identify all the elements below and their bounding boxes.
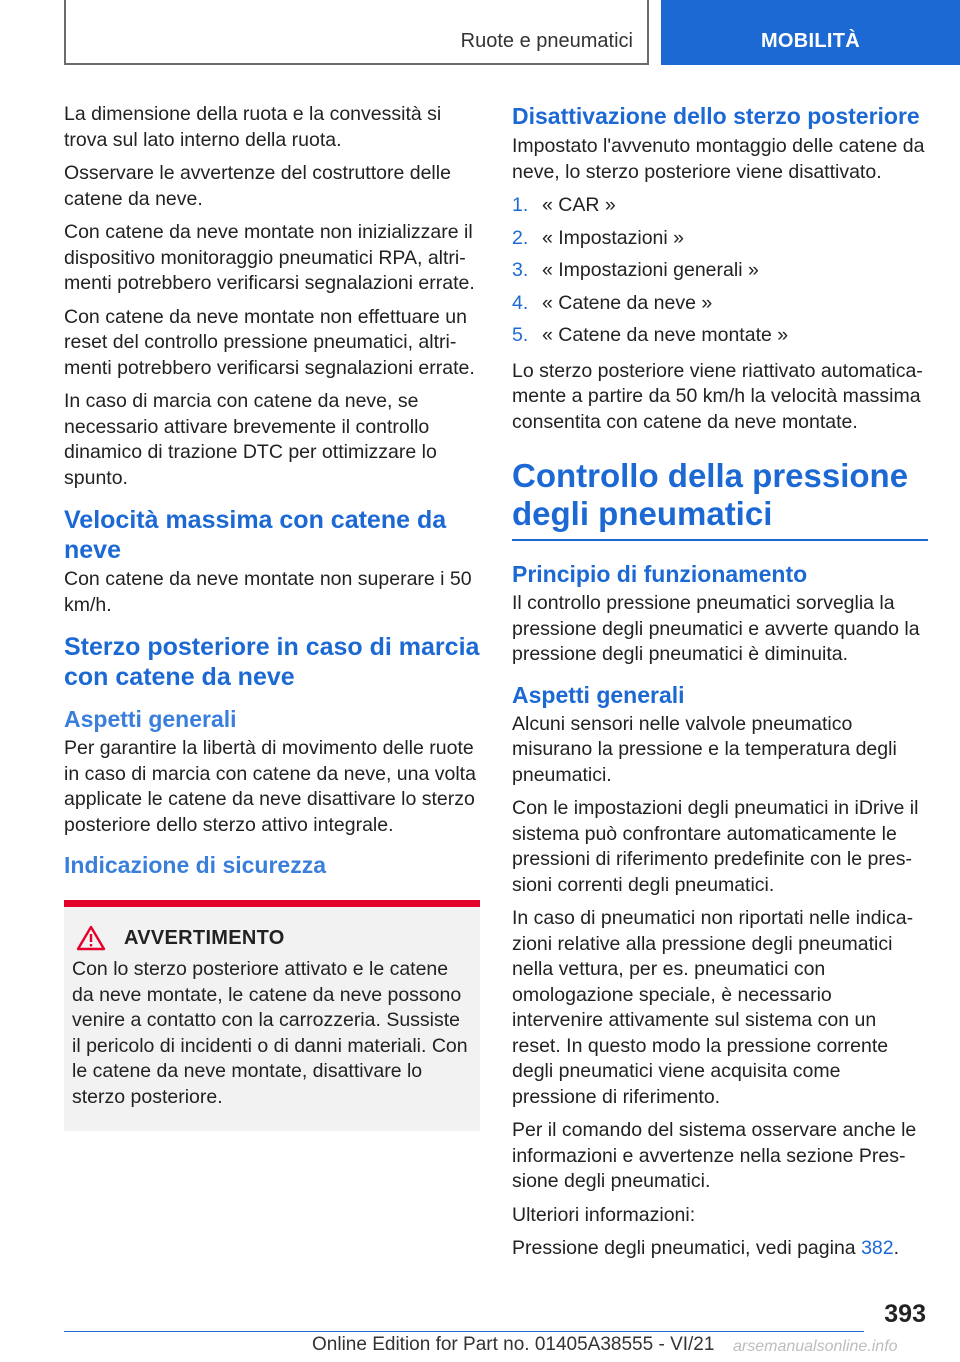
steps-list [512,193,928,349]
paragraph-reset: Con catene da neve montate non effettuare un reset del controllo pressione pneumatici, altrimenti potrebbero verificarsi segnalazioni errate. [64,305,475,379]
reference-text: Pressione degli pneumatici, vedi pagina [512,1237,862,1259]
paragraph-disable: Impostato l'avvenuto montaggio delle catene da neve, lo sterzo posteriore viene disattivato. [512,135,925,183]
paragraph-manufacturer-notes: Osservare le avvertenze del costruttore delle catene da neve. [64,162,451,210]
step-text: « Catene da neve montate » [542,324,789,346]
heading-rear-steering: Sterzo posteriore in caso di marcia con catene da neve [64,633,480,691]
paragraph-operating-principle: Il controllo pressione pneumatici sorveglia la pressione degli pneumatici e avverte quando la pressione degli pneumatici è diminuita. [512,592,920,665]
header-chapter-tab [661,0,960,65]
paragraph-more-info: Ulteriori informazioni: [512,1203,696,1226]
warning-text: Con lo sterzo posteriore attivato e le catene da neve montate, le catene da neve possono venire a contatto con la carrozzeria. Sussiste il pericolo di incidenti o di danni materiali. Con le catene da neve montate, disattivare lo sterzo posteriore. [72,958,468,1108]
heading-max-speed: Velocità massima con catene da neve [64,506,447,564]
paragraph-general-left: Per garantire la libertà di movimento delle ruote in caso di marcia con catene da neve, una volta applicate le catene da neve disattivare lo sterzo posteriore dello sterzo attivo integrale. [64,737,476,836]
step-text: « Impostazioni » [542,226,684,249]
right-column [512,102,928,1270]
header-chapter-title: MOBILITÀ [760,30,861,52]
warning-title-row [72,925,472,951]
step-number: 2. [512,226,529,249]
paragraph-idrive: Con le impostazioni degli pneumatici in iDrive il sistema può confrontare automaticamente le pressioni di riferimento predefinite con le pressioni correnti degli pneumatici. [512,797,919,896]
left-column [64,102,480,1131]
step-item [512,193,928,219]
step-item [512,323,928,349]
paragraph-reference [512,1236,928,1262]
page-number: 393 [884,1300,926,1328]
step-text: « Impostazioni generali » [542,259,759,281]
warning-rule [64,900,480,907]
paragraph-dtc: In caso di marcia con catene da neve, se necessario attivare brevemente il controllo dinamico di trazione DTC per ottimizzare lo spunto. [64,390,437,489]
paragraph-wheel-size: La dimensione della ruota e la convessità si trova sul lato interno della ruota. [64,103,442,151]
paragraph-reactivation: Lo sterzo posteriore viene riattivato automaticamente a partire da 50 km/h la velocità massima consentita con catene da neve montate. [512,359,923,433]
step-number: 3. [512,259,529,281]
step-item [512,226,928,252]
step-item [512,291,928,317]
paragraph-rpa: Con catene da neve montate non inizializzare il dispositivo monitoraggio pneumatici RPA, altrimenti potrebbero verificarsi segnalazioni errate. [64,221,475,294]
footer-rule [64,1331,864,1332]
warning-box [64,907,480,1131]
footer-edition: Online Edition for Part no. 01405A38555 - VI/21 [312,1334,715,1355]
footer-watermark: arsemanualsonline.info [733,1338,898,1355]
heading-disable-rear-steering: Disattivazione dello sterzo posteriore [512,103,920,129]
step-item [512,258,928,284]
heading-tire-pressure-control: Controllo della pressione degli pneumatici [512,457,928,541]
step-number: 5. [512,324,529,346]
header-section-title: Ruote e pneumatici [460,30,633,52]
heading-general-left: Aspetti generali [64,706,237,732]
reference-end: . [893,1237,900,1259]
header-section-tab [64,0,649,65]
paragraph-sensors: Alcuni sensori nelle valvole pneumatico misurano la pressione e la temperatura degli pneumatici. [512,712,897,786]
step-number: 1. [512,194,529,216]
warning-label: AVVERTIMENTO [124,926,285,949]
step-text: « CAR » [542,194,616,216]
step-text: « Catene da neve » [542,291,713,314]
paragraph-operation: Per il comando del sistema osservare anche le informazioni e avvertenze nella sezione Pressione degli pneumatici. [512,1119,917,1192]
heading-safety: Indicazione di sicurezza [64,852,327,878]
step-number: 4. [512,291,529,314]
paragraph-special-tires: In caso di pneumatici non riportati nelle indicazioni relative alla pressione degli pneumatici nella vettura, per es. pneumatici con omologazione speciale, è necessario intervenire attivamente sul sistema con un reset. In questo modo la pressione corrente degli pneumatici viene acquisita come pressione di riferimento. [512,907,914,1108]
heading-general-right: Aspetti generali [512,681,685,708]
paragraph-max-speed: Con catene da neve montate non superare i 50 km/h. [64,568,472,616]
warning-triangle-icon [76,925,106,951]
heading-operating-principle: Principio di funzionamento [512,561,808,587]
page-reference-link[interactable]: 382 [861,1237,894,1259]
